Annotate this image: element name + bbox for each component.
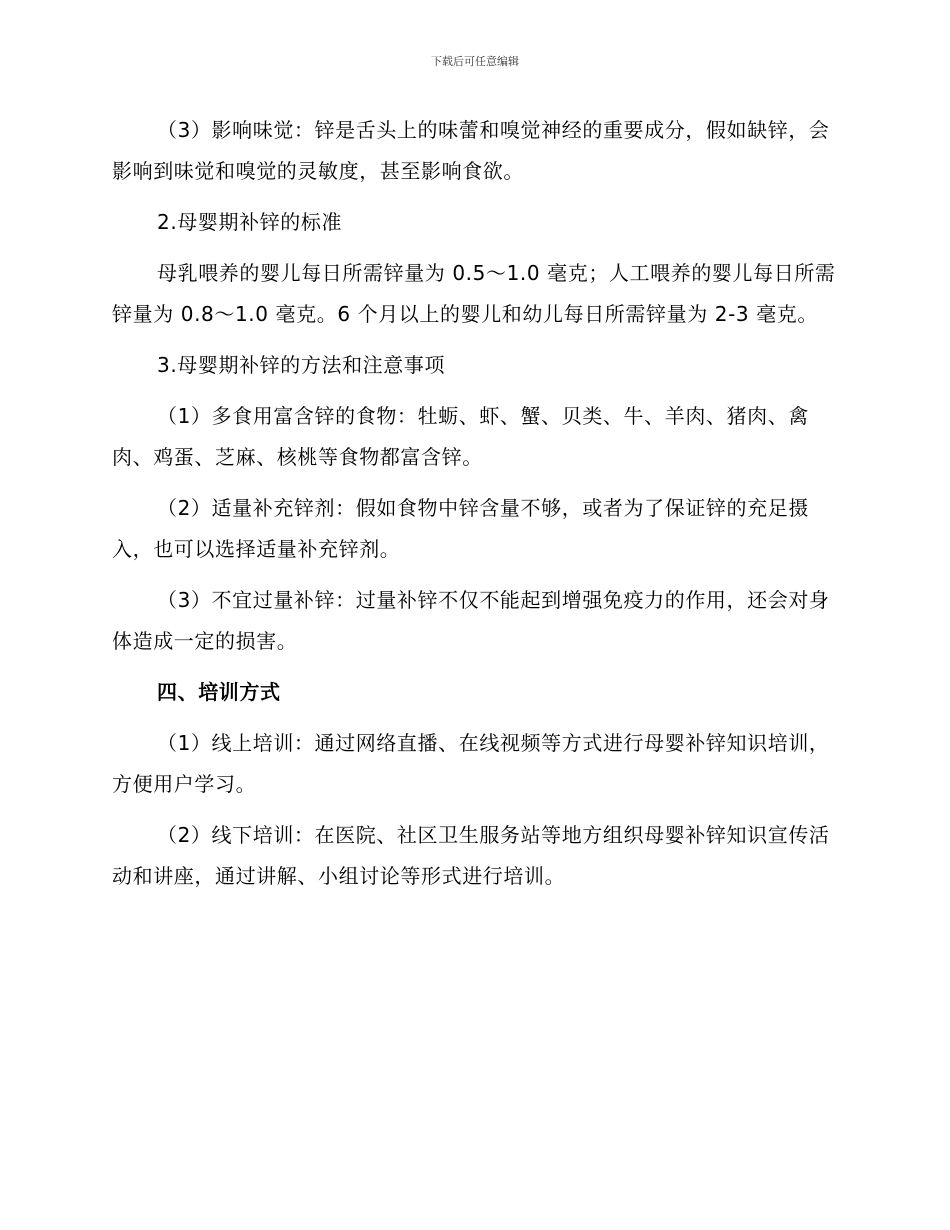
paragraph-offline-training: （2）线下培训：在医院、社区卫生服务站等地方组织母婴补锌知识宣传活动和讲座，通过讲解、小组讨论等形式进行培训。 [112,823,830,888]
paragraph-zinc-amount: 母乳喂养的婴儿每日所需锌量为 0.5～1.0 毫克；人工喂养的婴儿每日所需锌量为 0.8～1.0 毫克。6 个月以上的婴儿和幼儿每日所需锌量为 2-3 毫克。 [112,261,836,326]
document-body [112,110,840,907]
paragraph-taste: （3）影响味觉：锌是舌头上的味蕾和嗅觉神经的重要成分，假如缺锌，会影响到味觉和嗅觉的灵敏度，甚至影响食欲。 [112,118,830,183]
heading-zinc-methods: 3.母婴期补锌的方法和注意事项 [157,353,446,377]
paragraph-online-training: （1）线上培训：通过网络直播、在线视频等方式进行母婴补锌知识培训，方便用户学习。 [112,731,830,796]
paragraph-zinc-supplement: （2）适量补充锌剂：假如食物中锌含量不够，或者为了保证锌的充足摄入，也可以选择适量补充锌剂。 [112,496,809,561]
paragraph-zinc-foods: （1）多食用富含锌的食物：牡蛎、虾、蟹、贝类、牛、羊肉、猪肉、禽肉、鸡蛋、芝麻、核桃等食物都富含锌。 [112,404,809,469]
heading-training-methods: 四、培训方式 [157,680,281,704]
page-header: 下载后可任意编辑 [431,55,519,68]
paragraph-zinc-excess: （3）不宜过量补锌：过量补锌不仅不能起到增强免疫力的作用，还会对身体造成一定的损害。 [112,588,830,653]
heading-zinc-standard: 2.母婴期补锌的标准 [157,210,343,234]
